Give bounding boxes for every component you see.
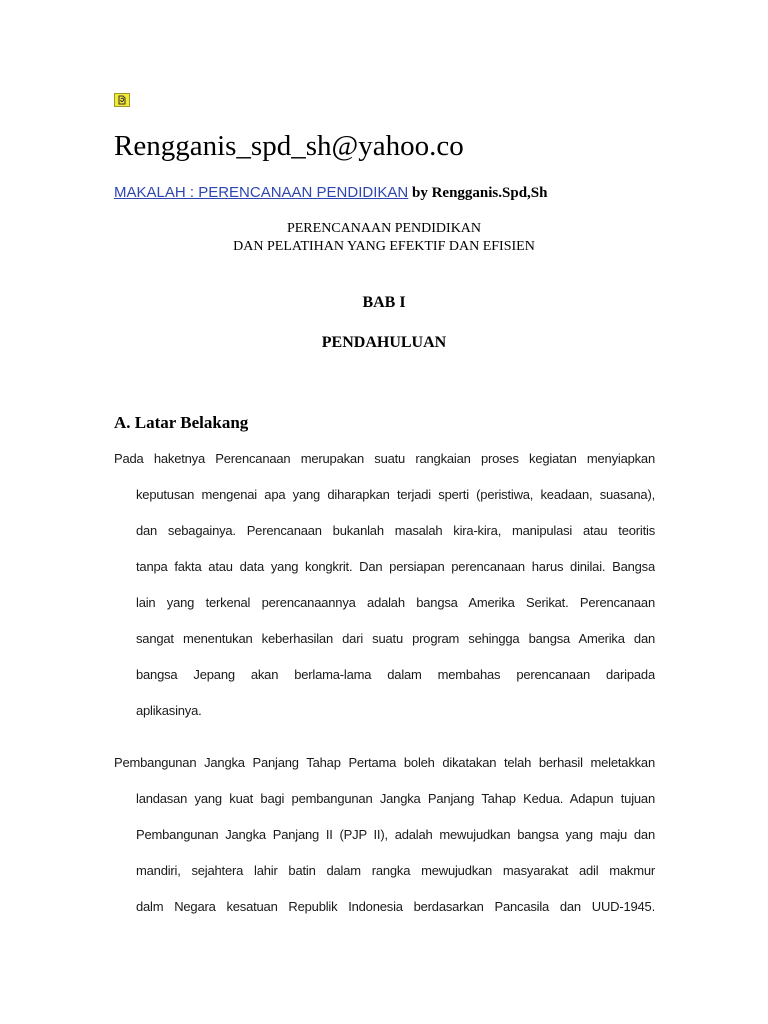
paragraph-line: sangat menentukan keberhasilan dari suatu program sehingga bangsa Amerika dan [136, 631, 655, 646]
chapter-title: PENDAHULUAN [321, 334, 447, 351]
paragraph-line: Pada haketnya Perencanaan merupakan suatu rangkaian proses kegiatan menyiapkan [114, 451, 655, 466]
paragraph-line: dalm Negara kesatuan Republik Indonesia berdasarkan Pancasila dan UUD-1945. [136, 899, 655, 914]
document-title-line-2: DAN PELATIHAN YANG EFEKTIF DAN EFISIEN [233, 239, 535, 254]
paragraph-line: mandiri, sejahtera lahir batin dalam rangka mewujudkan masyarakat adil makmur [136, 863, 655, 878]
paragraph-2 [114, 754, 655, 934]
author-credit: by Rengganis.Spd,Sh [408, 185, 548, 201]
paragraph-line: dan sebagainya. Perencanaan bukanlah masalah kira-kira, manipulasi atau teoritis [136, 523, 655, 538]
chapter-number: BAB I [362, 294, 406, 311]
paragraph-line: landasan yang kuat bagi pembangunan Jangka Panjang Tahap Kedua. Adapun tujuan [136, 791, 655, 806]
paragraph-line: lain yang terkenal perencanaannya adalah bangsa Amerika Serikat. Perencanaan [136, 595, 655, 610]
section-heading: A. Latar Belakang [114, 413, 249, 432]
paragraph-1 [114, 450, 655, 738]
paragraph-line: Pembangunan Jangka Panjang II (PJP II), adalah mewujudkan bangsa yang maju dan [136, 827, 655, 842]
subtitle-line [114, 182, 547, 204]
email-title: Rengganis_spd_sh@yahoo.co [114, 130, 464, 162]
paragraph-line: keputusan mengenai apa yang diharapkan terjadi sperti (peristiwa, keadaan, suasana), [136, 487, 655, 502]
paragraph-line: tanpa fakta atau data yang kongkrit. Dan persiapan perencanaan harus dinilai. Bangsa [136, 559, 655, 574]
document-link-icon[interactable] [114, 93, 130, 107]
paragraph-line: bangsa Jepang akan berlama-lama dalam membahas perencanaan daripada [136, 667, 655, 682]
makalah-link[interactable]: MAKALAH : PERENCANAAN PENDIDIKAN [114, 184, 409, 201]
paragraph-line: aplikasinya. [136, 703, 202, 718]
paragraph-line: Pembangunan Jangka Panjang Tahap Pertama boleh dikatakan telah berhasil meletakkan [114, 755, 655, 770]
document-title-line-1: PERENCANAAN PENDIDIKAN [286, 221, 482, 236]
